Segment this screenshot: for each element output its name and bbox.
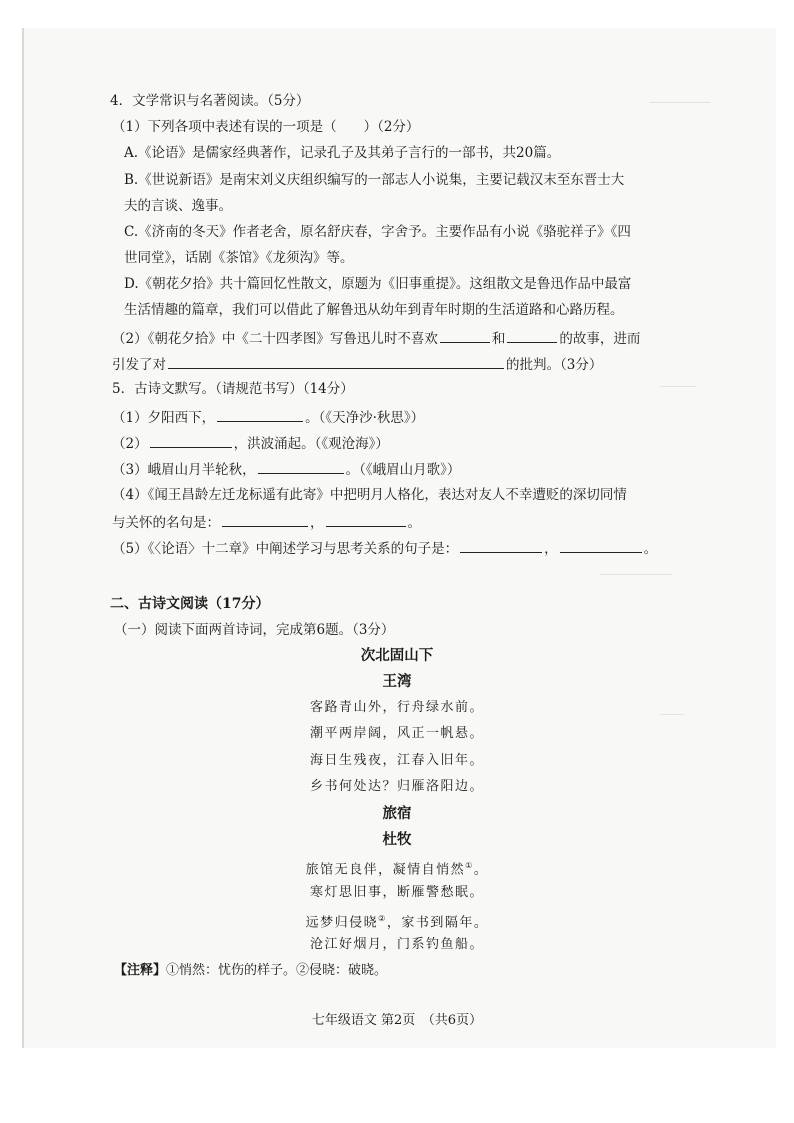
poem2-line1-text: 旅馆无良伴，凝情自悄然 — [305, 862, 466, 878]
q5-l4-end: 。 — [407, 515, 421, 531]
q4-sub2-text-e: 的批判。（3分） — [506, 357, 603, 373]
q5-l3-source: 。（《峨眉山月歌》） — [345, 462, 461, 478]
poem2-line — [0, 910, 794, 932]
q5-l5-end: 。 — [643, 541, 658, 557]
answer-blank[interactable] — [217, 407, 303, 422]
q5-l2-source: ，洪波涌起。（《观沧海》） — [233, 436, 389, 452]
annotation — [114, 962, 387, 980]
q5-l5-sep: ， — [544, 541, 558, 557]
answer-blank[interactable] — [326, 512, 406, 527]
q4-sub2-text-b: 和 — [491, 331, 506, 347]
poem1-line: 乡书何处达？归雁洛阳边。 — [309, 779, 484, 794]
poem2-author: 杜牧 — [382, 831, 412, 848]
section2-intro: （一）阅读下面两首诗词，完成第6题。（3分） — [114, 622, 395, 638]
q4-sub2 — [112, 328, 640, 348]
q4-option-b: B.《世说新语》是南宋刘义庆组织编写的一部志人小说集，主要记载汉末至东晋士大 — [124, 172, 625, 188]
bleed-through-mark: ＿＿＿ — [660, 374, 697, 388]
q4-heading: 4．文学常识与名著阅读。（5分） — [110, 93, 310, 109]
answer-blank[interactable] — [507, 328, 557, 343]
poem2-line3-end: ，家书到隔年。 — [386, 915, 489, 931]
poem2-line: 寒灯思旧事，断雁警愁眠。 — [309, 885, 484, 900]
q5-line2 — [112, 433, 389, 453]
answer-blank[interactable] — [560, 538, 642, 553]
bleed-through-mark: ＿＿＿＿＿ — [650, 90, 711, 104]
annotation-text: ①悄然：忧伤的样子。②侵晓：破晓。 — [166, 963, 388, 978]
q5-line1 — [112, 407, 424, 427]
page-footer: 七年级语文 第2页 （共6页） — [311, 1013, 483, 1028]
q4-option-c: C.《济南的冬天》作者老舍，原名舒庆春，字舍予。主要作品有小说《骆驼祥子》《四 — [124, 224, 631, 240]
poem2-line: 沧江好烟月，门系钓鱼船。 — [309, 937, 484, 952]
poem2-line1-end: 。 — [473, 862, 489, 878]
poem2-line — [0, 857, 794, 879]
poem2-title: 旅宿 — [382, 805, 412, 822]
q4-sub1: （1）下列各项中表述有误的一项是（ ）（2分） — [112, 119, 420, 135]
answer-blank[interactable] — [168, 354, 504, 369]
q4-option-b-cont: 夫的言谈、逸事。 — [124, 198, 232, 214]
q4-sub2-text-c: 的故事，进而 — [559, 331, 641, 347]
annotation-label: 【注释】 — [114, 963, 167, 978]
answer-blank[interactable] — [460, 538, 542, 553]
q5-heading: 5．古诗文默写。（请规范书写）（14分） — [112, 381, 354, 397]
bleed-through-mark: ＿＿ — [660, 702, 685, 716]
q4-option-a: A.《论语》是儒家经典著作，记录孔子及其弟子言行的一部书，共20篇。 — [124, 145, 561, 161]
q5-l4-prompt: 与关怀的名句是： — [112, 515, 220, 531]
answer-blank[interactable] — [258, 459, 344, 474]
q5-line3 — [112, 459, 460, 479]
q5-l5-prompt: （5）《〈论语〉十二章》中阐述学习与思考关系的句子是： — [112, 541, 459, 557]
poem1-title: 次北固山下 — [360, 647, 434, 664]
q4-option-d-cont: 生活情趣的篇章，我们可以借此了解鲁迅从幼年到青年时期的生活道路和心路历程。 — [124, 302, 624, 318]
q5-l1-source: 。（《天净沙·秋思》） — [305, 410, 425, 426]
q4-sub2-cont — [112, 354, 602, 374]
q4-option-d: D.《朝花夕拾》共十篇回忆性散文，原题为《旧事重提》。这组散文是鲁迅作品中最富 — [124, 276, 632, 292]
footnote-marker: ① — [465, 861, 474, 870]
answer-blank[interactable] — [150, 433, 232, 448]
poem1-line: 潮平两岸阔，风正一帆悬。 — [309, 726, 484, 741]
answer-blank[interactable] — [222, 512, 308, 527]
q5-l1-prompt: （1）夕阳西下， — [112, 410, 216, 426]
poem1-line: 海日生残夜，江春入旧年。 — [309, 753, 484, 768]
bleed-through-mark: ＿＿＿＿＿＿ — [600, 562, 673, 576]
poem1-line: 客路青山外，行舟绿水前。 — [309, 700, 484, 715]
q5-line4-cont — [112, 512, 421, 532]
q4-option-c-cont: 世同堂》，话剧《茶馆》《龙须沟》等。 — [124, 250, 354, 266]
q5-line4: （4）《闻王昌龄左迁龙标遥有此寄》中把明月人格化，表达对友人不幸遭贬的深切同情 — [112, 487, 627, 503]
q5-line5 — [112, 538, 657, 558]
q5-l3-prompt: （3）峨眉山月半轮秋， — [112, 462, 256, 478]
answer-blank[interactable] — [440, 328, 490, 343]
poem1-author: 王湾 — [382, 673, 412, 690]
q5-l2-prompt: （2） — [112, 436, 148, 452]
section2-heading: 二、古诗文阅读（17分） — [110, 596, 270, 612]
poem2-line3-text: 远梦归侵晓 — [305, 915, 379, 931]
q4-sub2-text-d: 引发了对 — [112, 357, 166, 373]
q5-l4-sep: ， — [310, 515, 324, 531]
q4-sub2-text-a: （2）《朝花夕拾》中《二十四孝图》写鲁迅儿时不喜欢 — [112, 331, 438, 347]
footnote-marker: ② — [378, 914, 387, 923]
